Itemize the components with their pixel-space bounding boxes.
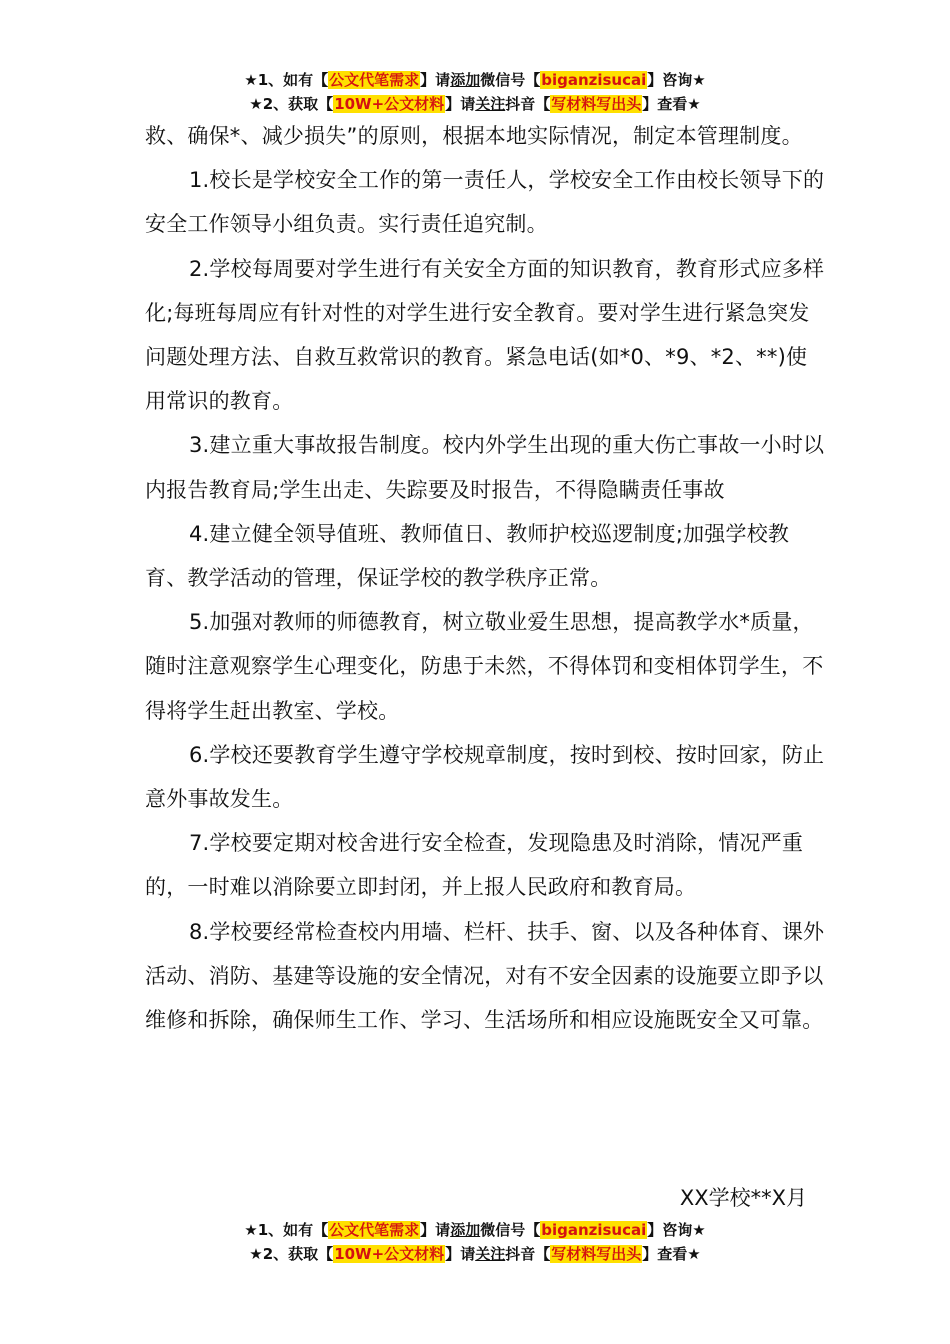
banner-highlight: 写材料写出头	[551, 1245, 642, 1263]
paragraph-item-4: 4.建立健全领导值班、教师值日、教师护校巡逻制度;加强学校教育、教学活动的管理，保证学校的教学秩序正常。	[145, 521, 790, 591]
banner-text: ★2、获取【	[249, 95, 334, 113]
banner-highlight: biganzisucai	[541, 1221, 647, 1239]
paragraph-continuation: 救、确保*、减少损失”的原则，根据本地实际情况，制定本管理制度。	[145, 124, 803, 148]
banner-text: ★1、如有【	[244, 1221, 329, 1239]
banner-highlight: biganzisucai	[541, 71, 647, 89]
banner-highlight: 公文代笔需求	[329, 1221, 420, 1239]
banner-text: ★1、如有【	[244, 71, 329, 89]
banner-text: 微信号【	[480, 1221, 541, 1239]
banner-text: 】请	[420, 71, 451, 89]
banner-text: 】请	[445, 1245, 476, 1263]
bottom-banner	[0, 1218, 950, 1266]
paragraph-item-2: 2.学校每周要对学生进行有关安全方面的知识教育，教育形式应多样化;每班每周应有针对性的对学生进行安全教育。要对学生进行紧急突发问题处理方法、自救互救常识的教育。紧急电话(如*0、*9、*2、**)使用常识的教育。	[145, 256, 825, 414]
paragraph-item-5: 5.加强对教师的师德教育，树立敬业爱生思想，提高教学水*质量，随时注意观察学生心理变化，防患于未然，不得体罚和变相体罚学生，不得将学生赶出教室、学校。	[145, 610, 824, 723]
banner-text: 抖音【	[505, 1245, 551, 1263]
banner-text: 】咨询★	[647, 71, 706, 89]
banner-text: 】查看★	[642, 1245, 701, 1263]
banner-line-1	[0, 68, 950, 92]
banner-line-2	[0, 92, 950, 116]
banner-text: 】咨询★	[647, 1221, 706, 1239]
signature-date: XX学校**X月	[679, 1186, 807, 1210]
banner-text: ★2、获取【	[249, 1245, 334, 1263]
banner-line-1	[0, 1218, 950, 1242]
banner-highlight: 10W+公文材料	[334, 95, 445, 113]
paragraph-item-3: 3.建立重大事故报告制度。校内外学生出现的重大伤亡事故一小时以内报告教育局;学生出走、失踪要及时报告，不得隐瞒责任事故	[145, 433, 825, 502]
banner-highlight: 公文代笔需求	[329, 71, 420, 89]
banner-text: 微信号【	[480, 71, 541, 89]
banner-text: 抖音【	[505, 95, 551, 113]
banner-underlined: 关注	[475, 1245, 506, 1263]
paragraph-item-7: 7.学校要定期对校舍进行安全检查，发现隐患及时消除，情况严重的，一时难以消除要立即封闭，并上报人民政府和教育局。	[145, 831, 804, 900]
paragraph-item-6: 6.学校还要教育学生遵守学校规章制度，按时到校、按时回家，防止意外事故发生。	[145, 742, 825, 812]
banner-text: 】请	[445, 95, 476, 113]
document-body	[145, 114, 825, 1042]
banner-text: 】查看★	[642, 95, 701, 113]
banner-highlight: 写材料写出头	[551, 95, 642, 113]
banner-underlined: 添加	[450, 71, 481, 89]
banner-text: 】请	[420, 1221, 451, 1239]
top-banner	[0, 68, 950, 116]
paragraph-item-8: 8.学校要经常检查校内用墙、栏杆、扶手、窗、以及各种体育、课外活动、消防、基建等设施的安全情况，对有不安全因素的设施要立即予以维修和拆除，确保师生工作、学习、生活场所和相应设施既安全又可靠。	[145, 919, 825, 1033]
banner-underlined: 关注	[475, 95, 506, 113]
banner-highlight: 10W+公文材料	[334, 1245, 445, 1263]
paragraph-item-1: 1.校长是学校安全工作的第一责任人，学校安全工作由校长领导下的安全工作领导小组负责。实行责任追究制。	[145, 168, 825, 237]
banner-line-2	[0, 1242, 950, 1266]
banner-underlined: 添加	[450, 1221, 481, 1239]
